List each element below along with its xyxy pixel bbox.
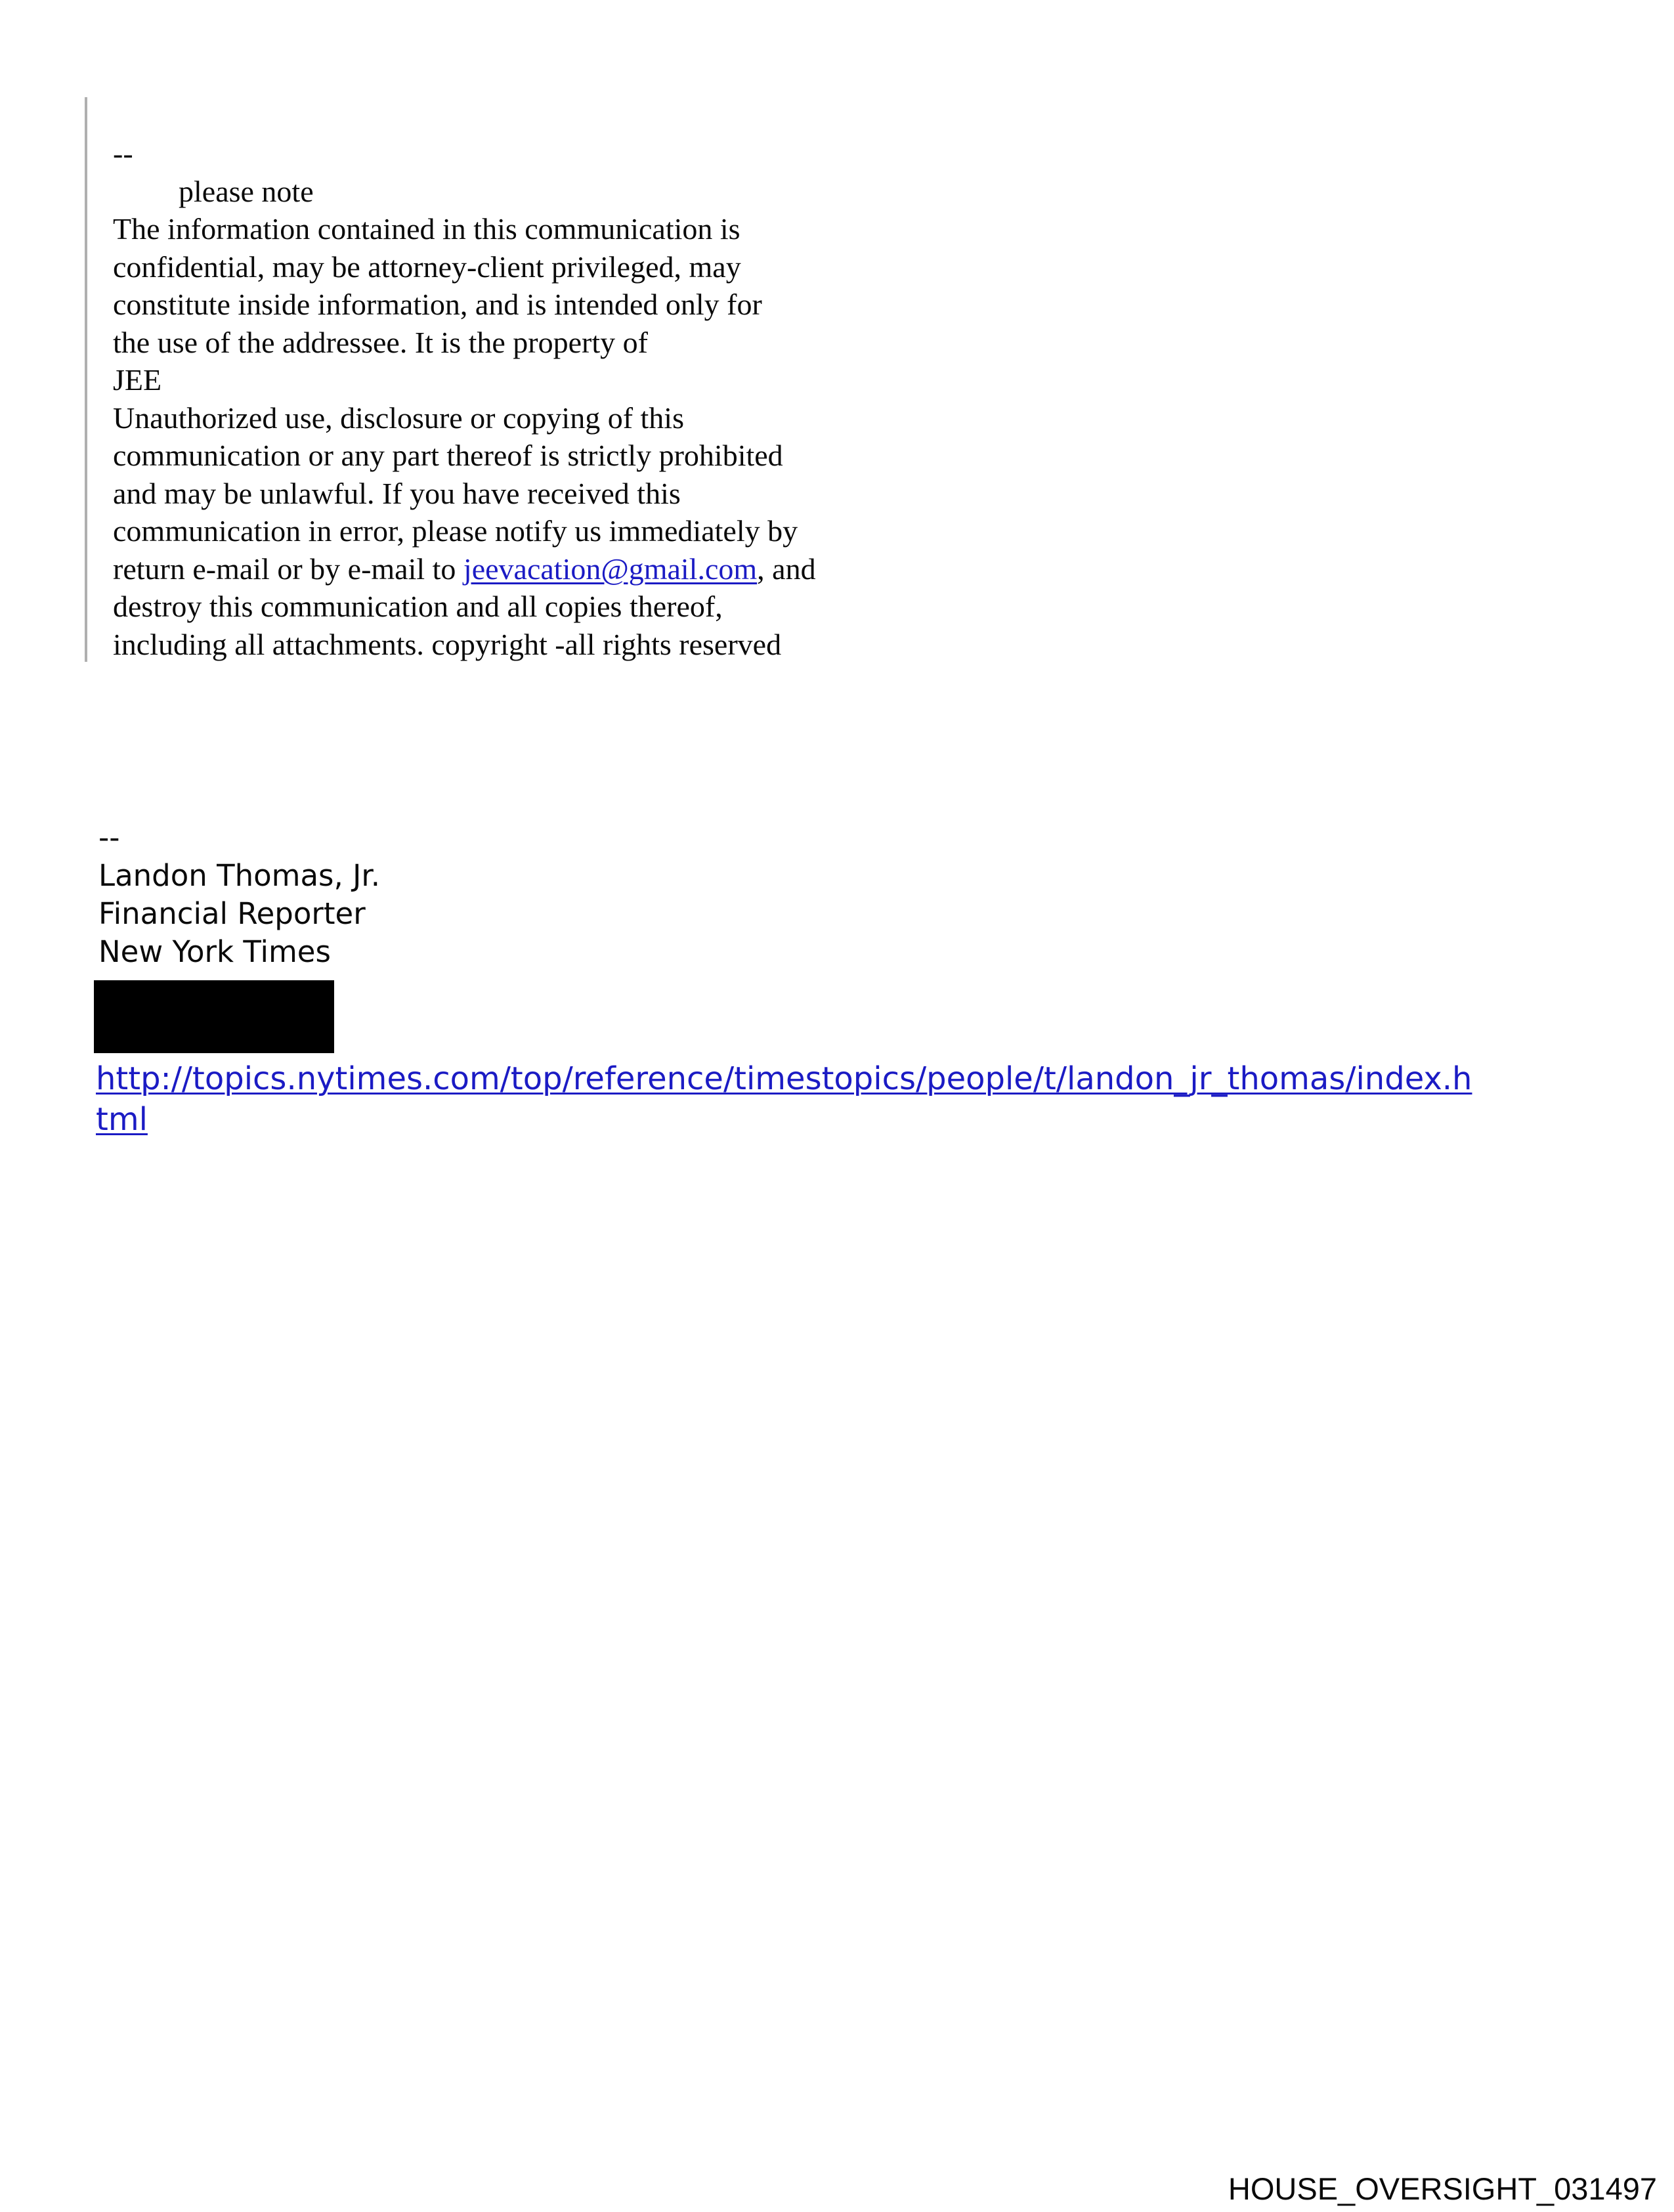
- disclaimer-note: please note: [179, 174, 314, 208]
- signature-role: Financial Reporter: [98, 896, 366, 931]
- disclaimer-line: communication in error, please notify us immediately by: [113, 514, 798, 548]
- disclaimer-separator: --: [113, 137, 133, 170]
- bates-stamp: HOUSE_OVERSIGHT_031497: [1228, 2171, 1657, 2206]
- email-link[interactable]: jeevacation@gmail.com: [463, 552, 758, 586]
- signature-organization: New York Times: [98, 934, 331, 969]
- disclaimer-email-suffix: , and: [757, 552, 816, 586]
- confidentiality-disclaimer: [113, 135, 816, 663]
- profile-url-link[interactable]: [96, 1058, 1472, 1140]
- disclaimer-line: and may be unlawful. If you have received this: [113, 476, 681, 510]
- disclaimer-line: communication or any part thereof is strictly prohibited: [113, 439, 783, 472]
- disclaimer-line: constitute inside information, and is intended only for: [113, 288, 762, 321]
- disclaimer-line: including all attachments. copyright -all rights reserved: [113, 627, 782, 661]
- redaction-box: [94, 980, 334, 1053]
- quote-bar: [85, 97, 87, 662]
- disclaimer-line: the use of the addressee. It is the property of: [113, 325, 648, 359]
- profile-url: [96, 1058, 1472, 1140]
- disclaimer-line: JEE: [113, 363, 162, 397]
- disclaimer-line: confidential, may be attorney-client privileged, may: [113, 249, 741, 284]
- profile-url-line2: tml: [96, 1101, 148, 1138]
- disclaimer-email-line: [113, 550, 816, 588]
- disclaimer-line: The information contained in this communication is: [113, 212, 740, 246]
- signature-separator: --: [98, 820, 120, 855]
- disclaimer-email-prefix: return e-mail or by e-mail to: [113, 552, 463, 586]
- email-signature: [98, 819, 380, 971]
- disclaimer-line: destroy this communication and all copies thereof,: [113, 590, 723, 623]
- signature-name: Landon Thomas, Jr.: [98, 858, 381, 893]
- disclaimer-line: Unauthorized use, disclosure or copying of this: [113, 401, 684, 435]
- profile-url-line1: http://topics.nytimes.com/top/reference/timestopics/people/t/landon_jr_thomas/index.h: [96, 1060, 1472, 1097]
